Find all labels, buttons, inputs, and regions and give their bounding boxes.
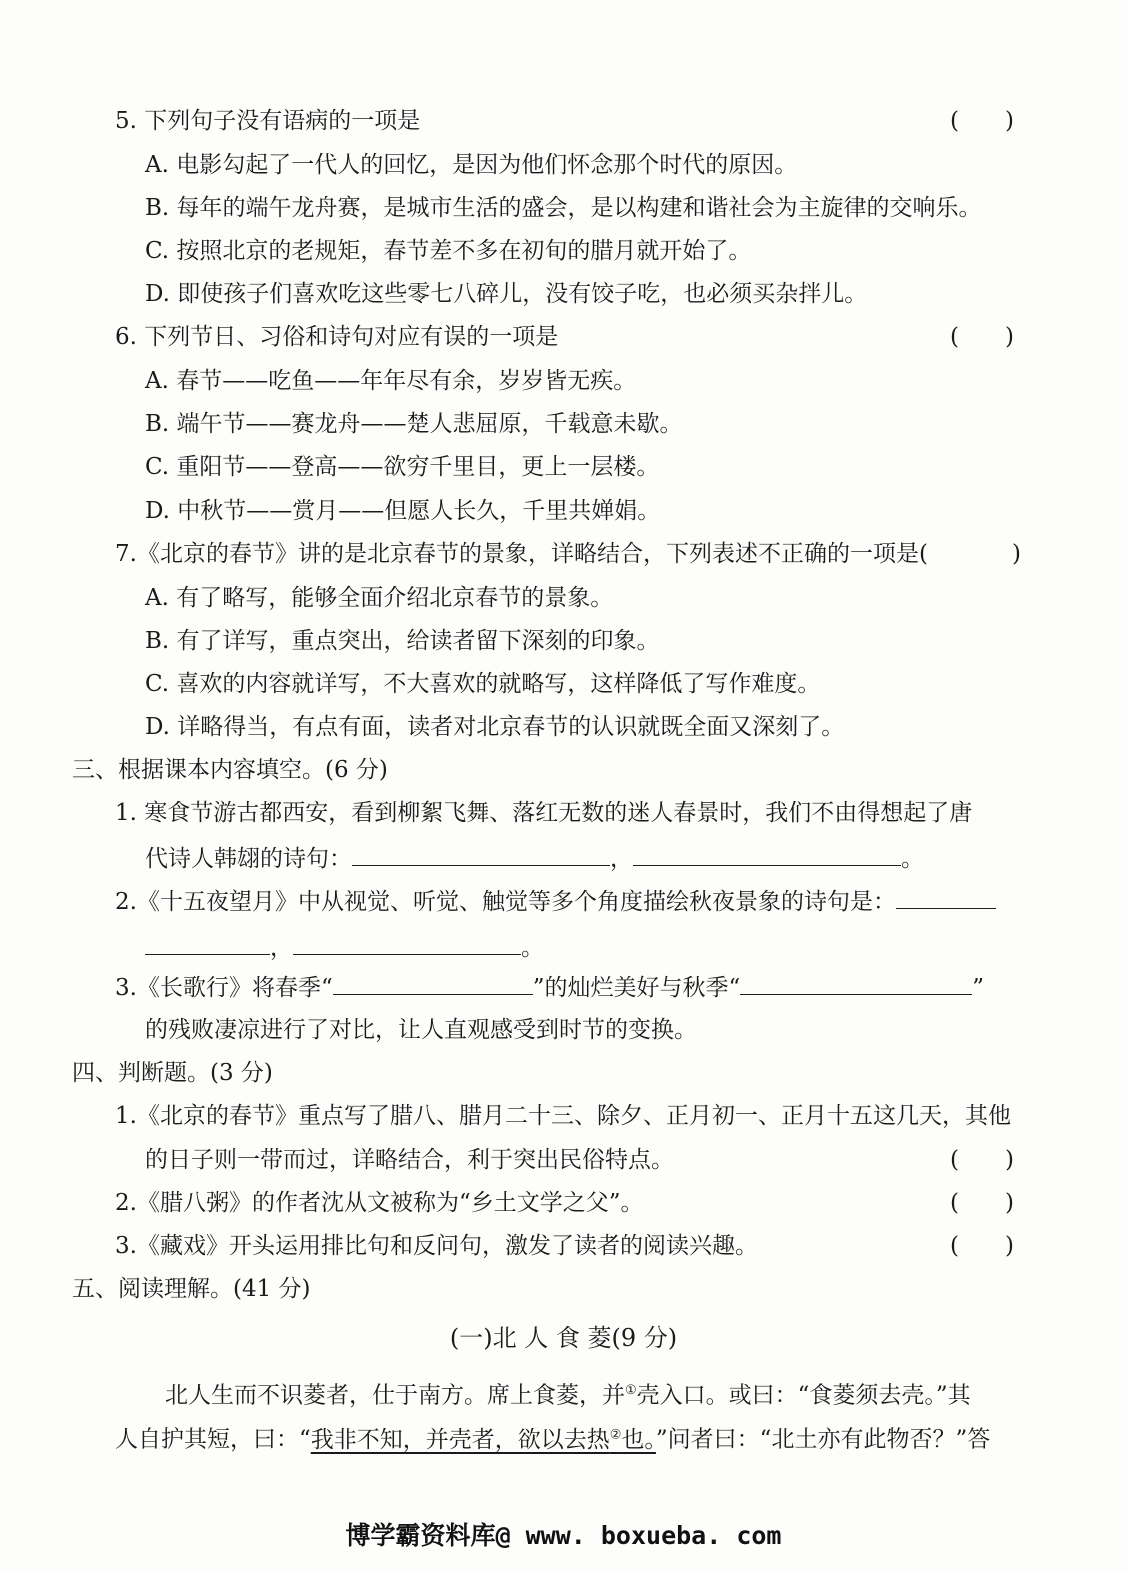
sec3-q1-line2: [145, 843, 924, 874]
period: 。: [521, 935, 544, 961]
sec3-q3-part-c: ”: [972, 975, 984, 1001]
q6-option-a: A. 春节——吃鱼——年年尽有余，岁岁皆无疾。: [145, 368, 637, 394]
sec4-q1-line1: 1.《北京的春节》重点写了腊八、腊月二十三、除夕、正月初一、正月十五这几天，其他: [115, 1103, 1011, 1129]
passage-title: (一)北 人 食 菱(9 分): [449, 1324, 678, 1352]
q5-option-c: C. 按照北京的老规矩，春节差不多在初旬的腊月就开始了。: [145, 238, 752, 264]
section-5-heading: 五、阅读理解。(41 分): [72, 1276, 311, 1302]
sec3-q3-line1: [115, 972, 984, 1003]
sec3-q2-prompt: 2.《十五夜望月》中从视觉、听觉、触觉等多个角度描绘秋夜景象的诗句是：: [115, 889, 896, 915]
q7-option-d: D. 详略得当，有点有面，读者对北京春节的认识就既全面又深刻了。: [145, 714, 845, 740]
fill-blank[interactable]: [896, 886, 996, 909]
comma: ，: [270, 935, 293, 961]
q7-answer-paren-end[interactable]: ): [1012, 541, 1021, 567]
passage-text: 壳入口。或曰：“食菱须去壳。”其: [636, 1382, 971, 1409]
q7-option-a: A. 有了略写，能够全面介绍北京春节的景象。: [145, 585, 614, 611]
sec4-q1-answer-paren[interactable]: ( ): [950, 1147, 1014, 1173]
passage-text: ”问者曰：“北土亦有此物否？”答: [655, 1426, 991, 1453]
passage-line-2: [115, 1420, 990, 1455]
fill-blank[interactable]: [633, 843, 901, 866]
period: 。: [901, 846, 924, 872]
footer-watermark: 博学霸资料库@ www. boxueba. com: [345, 1521, 782, 1550]
footnote-marker: ②: [609, 1427, 622, 1442]
q6-option-c: C. 重阳节——登高——欲穷千里目，更上一层楼。: [145, 454, 660, 480]
sec4-q2-answer-paren[interactable]: ( ): [950, 1190, 1014, 1216]
sec3-q2-line1: [115, 886, 996, 917]
fill-blank[interactable]: [145, 932, 270, 955]
passage-text: 北人生而不识菱者，仕于南方。席上食菱，并: [165, 1382, 625, 1409]
sec3-q2-line2: [145, 932, 544, 963]
section-3-heading: 三、根据课本内容填空。(6 分): [72, 757, 388, 783]
underlined-text-end: 也。: [621, 1426, 656, 1453]
passage-line-1: [165, 1376, 971, 1411]
fill-blank[interactable]: [740, 972, 972, 995]
fill-blank[interactable]: [352, 843, 610, 866]
underlined-sentence: [311, 1427, 656, 1453]
q5-stem: 5. 下列句子没有语病的一项是: [115, 108, 421, 134]
sec3-q3-part-a: 3.《长歌行》将春季“: [115, 975, 333, 1001]
q5-option-d: D. 即使孩子们喜欢吃这些零七八碎儿，没有饺子吃，也必须买杂拌儿。: [145, 281, 868, 307]
q5-answer-paren[interactable]: ( ): [950, 108, 1014, 134]
q5-option-b: B. 每年的端午龙舟赛，是城市生活的盛会，是以构建和谐社会为主旋律的交响乐。: [145, 195, 982, 221]
comma: ，: [610, 846, 633, 872]
underlined-text: 我非不知，并壳者，欲以去热: [310, 1426, 610, 1453]
q7-option-b: B. 有了详写，重点突出，给读者留下深刻的印象。: [145, 628, 660, 654]
sec4-q3: 3.《藏戏》开头运用排比句和反问句，激发了读者的阅读兴趣。: [115, 1233, 758, 1259]
sec4-q2: 2.《腊八粥》的作者沈从文被称为“乡土文学之父”。: [115, 1190, 644, 1216]
q7-stem: 7.《北京的春节》讲的是北京春节的景象，详略结合，下列表述不正确的一项是(: [115, 541, 928, 567]
fill-blank[interactable]: [333, 972, 533, 995]
q5-option-a: A. 电影勾起了一代人的回忆，是因为他们怀念那个时代的原因。: [145, 152, 798, 178]
q6-answer-paren[interactable]: ( ): [950, 324, 1014, 350]
q7-option-c: C. 喜欢的内容就详写，不大喜欢的就略写，这样降低了写作难度。: [145, 671, 821, 697]
section-4-heading: 四、判断题。(3 分): [72, 1060, 273, 1086]
sec3-q3-line2: 的残败凄凉进行了对比，让人直观感受到时节的变换。: [145, 1017, 697, 1043]
q6-stem: 6. 下列节日、习俗和诗句对应有误的一项是: [115, 324, 559, 350]
fill-blank[interactable]: [293, 932, 521, 955]
q6-option-d: D. 中秋节——赏月——但愿人长久，千里共婵娟。: [145, 498, 661, 524]
sec3-q1-prompt: 代诗人韩翃的诗句：: [145, 846, 352, 872]
sec4-q3-answer-paren[interactable]: ( ): [950, 1233, 1014, 1259]
sec3-q3-part-b: ”的灿烂美好与秋季“: [532, 975, 741, 1001]
sec4-q1-line2: 的日子则一带而过，详略结合，利于突出民俗特点。: [145, 1147, 674, 1173]
passage-text: 人自护其短，曰：“: [115, 1426, 311, 1453]
q6-option-b: B. 端午节——赛龙舟——楚人悲屈原，千载意未歇。: [145, 411, 683, 437]
footnote-marker: ①: [625, 1383, 637, 1398]
sec3-q1-line1: 1. 寒食节游古都西安，看到柳絮飞舞、落红无数的迷人春景时，我们不由得想起了唐: [115, 800, 973, 826]
